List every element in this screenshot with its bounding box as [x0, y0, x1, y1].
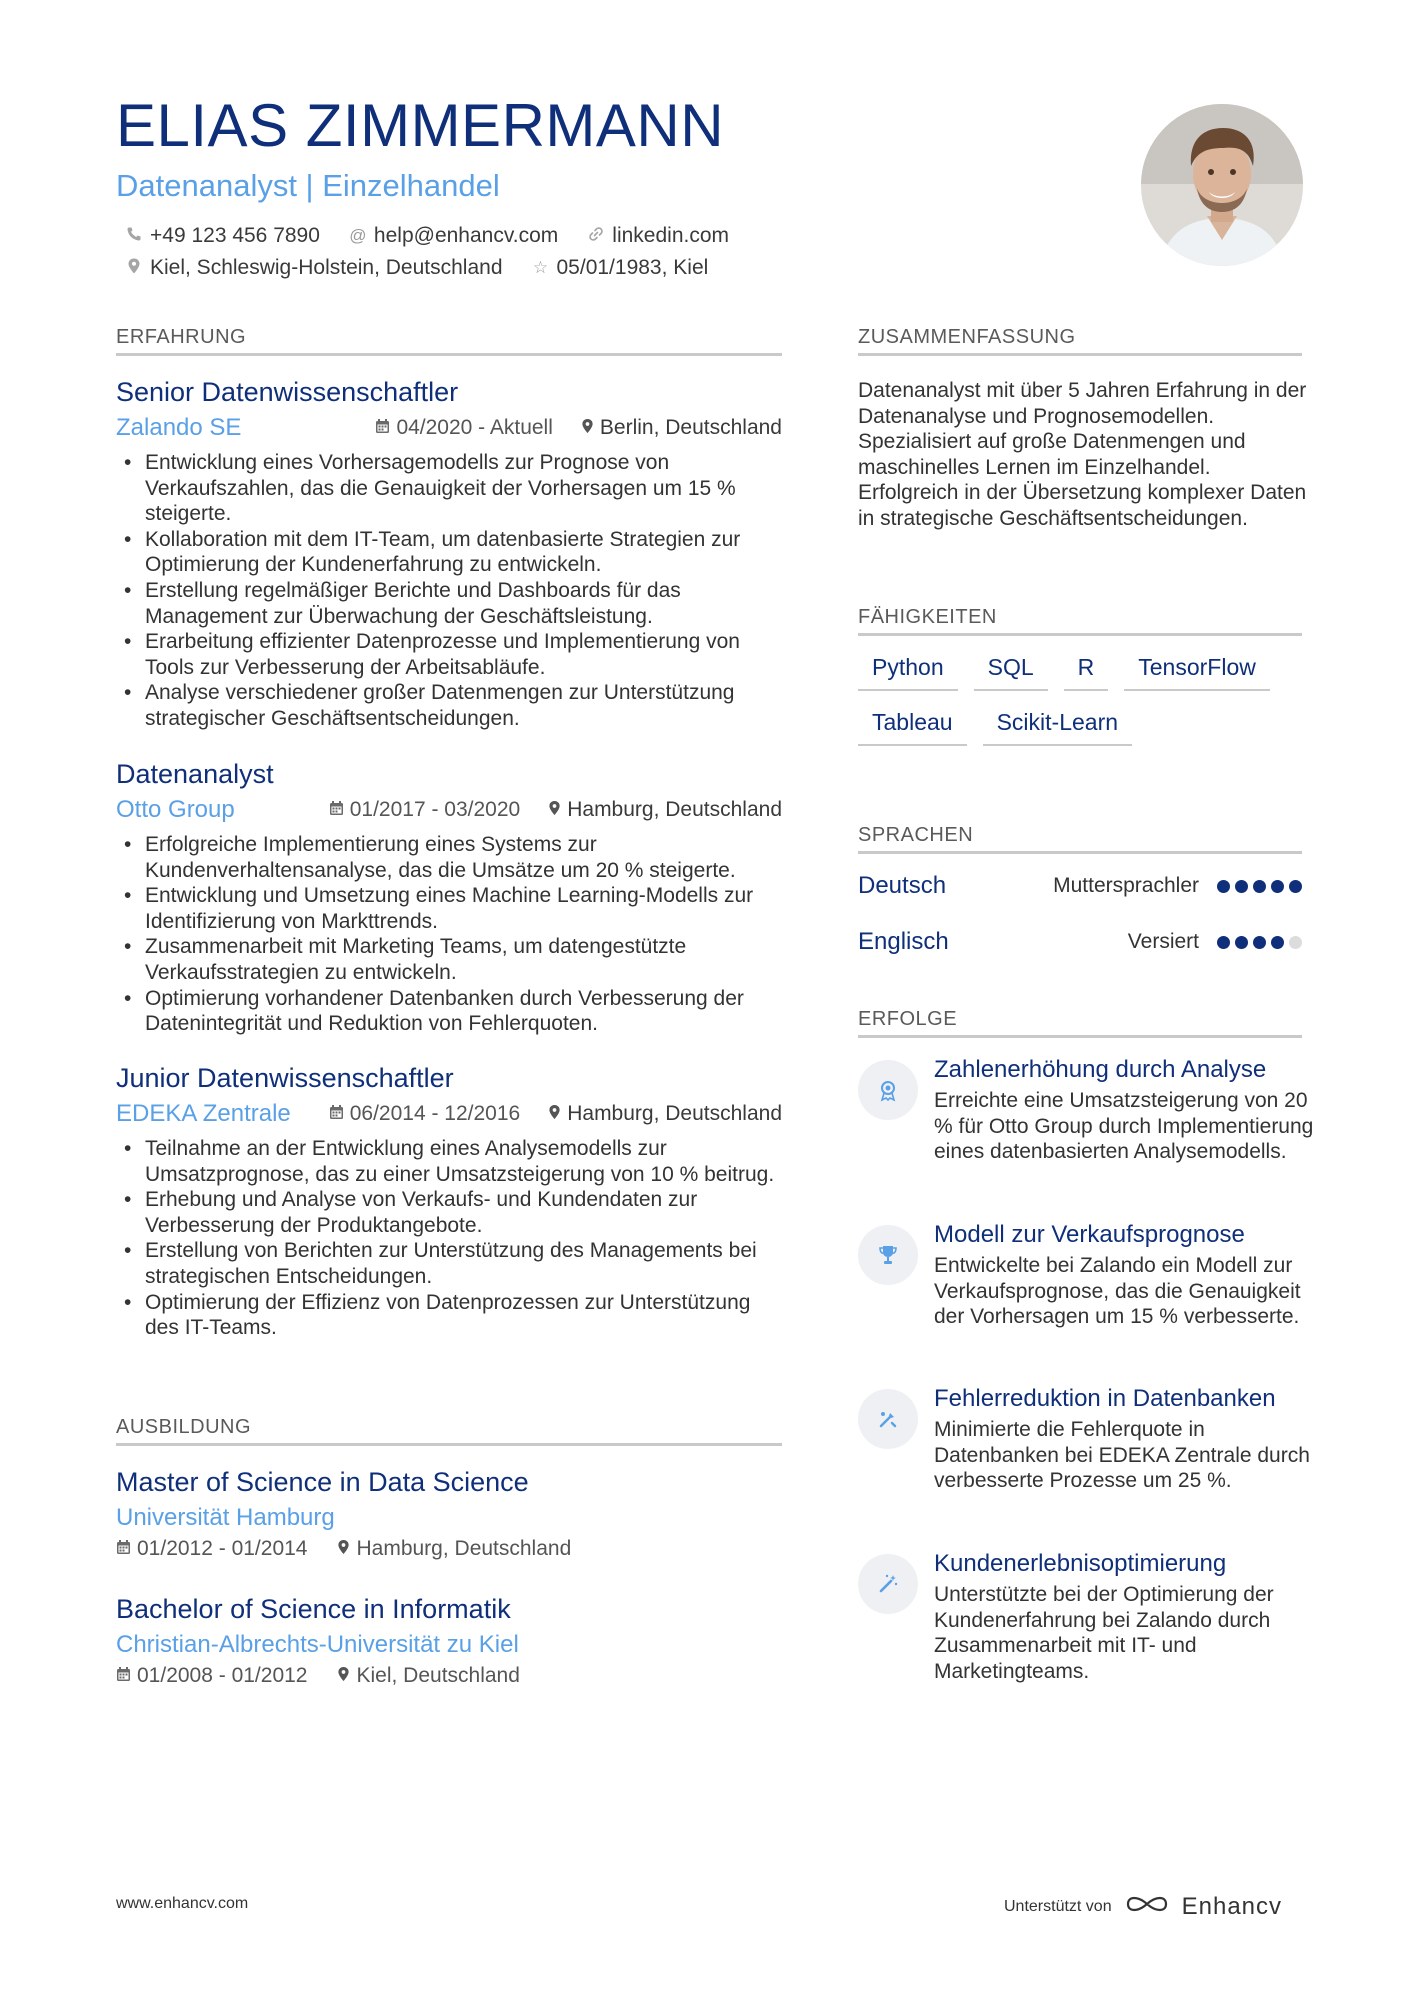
star-icon: ☆ [532, 258, 549, 277]
list-item: • Optimierung vorhandener Datenbanken durch Verbesserung der Datenintegrität und Reduktion von Fehlerquoten. [116, 986, 786, 1037]
edu-school: Christian-Albrechts-Universität zu Kiel [116, 1631, 519, 1658]
job-meta [116, 796, 782, 824]
job-title: Datenanalyst [116, 759, 274, 789]
medal-icon [858, 1060, 918, 1120]
job-dates-text: 04/2020 - Aktuell [396, 416, 553, 439]
edu-meta [116, 1664, 520, 1688]
achievement-text: Erreichte eine Umsatzsteigerung von 20 % für Otto Group durch Implementierung eines datenbasierten Analysemodells. [934, 1089, 1314, 1164]
location-text: Kiel, Schleswig-Holstein, Deutschland [150, 256, 503, 279]
rating-dot-filled [1217, 936, 1230, 949]
trophy-icon [858, 1225, 918, 1285]
enhancv-logo-icon [1124, 1892, 1170, 1921]
achievement-text: Minimierte die Fehlerquote in Datenbanken bei EDEKA Zentrale durch verbesserte Prozesse um 25 %. [934, 1418, 1310, 1493]
magic-wand-icon [858, 1554, 918, 1614]
job-location [548, 1102, 782, 1126]
edu-meta [116, 1537, 571, 1561]
calendar-icon [329, 800, 344, 821]
job-bullets [116, 1136, 786, 1341]
job-meta [116, 1100, 782, 1128]
calendar-icon [375, 418, 390, 439]
section-heading-languages: SPRACHEN [858, 824, 1302, 854]
rating-dot-filled [1235, 880, 1248, 893]
edu-location [337, 1664, 519, 1688]
list-item: • Entwicklung eines Vorhersagemodells zur Prognose von Verkaufszahlen, das die Genauigkeit der Vorhersagen um 15 % steigerte. [116, 450, 786, 527]
calendar-icon [329, 1104, 344, 1125]
list-item: • Kollaboration mit dem IT-Team, um datenbasierte Strategien zur Optimierung der Kundenerfahrung zu entwickeln. [116, 527, 786, 578]
skill-tag: Tableau [858, 705, 967, 746]
language-level: Versiert [1127, 930, 1199, 953]
achievement-text: Unterstützte bei der Optimierung der Kundenerfahrung bei Zalando durch Zusammenarbeit mit IT- und Marketingteams. [934, 1583, 1274, 1683]
skill-tag: R [1064, 650, 1109, 691]
phone-text[interactable]: +49 123 456 7890 [150, 224, 320, 247]
list-item: • Teilnahme an der Entwicklung eines Analysemodells zur Umsatzprognose, das zu einer Umsatzsteigerung von 10 % beitrug. [116, 1136, 786, 1187]
language-level: Muttersprachler [1053, 874, 1199, 897]
edu-dates-text: 01/2012 - 01/2014 [137, 1537, 308, 1560]
job-bullets [116, 832, 786, 1037]
edu-dates [116, 1664, 307, 1688]
list-item: • Optimierung der Effizienz von Datenprozessen zur Unterstützung des IT-Teams. [116, 1290, 786, 1341]
phone-item [124, 224, 320, 248]
skills-list [858, 650, 1308, 746]
job-bullets [116, 450, 786, 732]
linkedin-text[interactable]: linkedin.com [612, 224, 730, 247]
linkedin-item [586, 224, 729, 248]
language-rating [1217, 880, 1302, 893]
birth-item [531, 256, 709, 280]
link-icon [586, 226, 606, 247]
job-title: Senior Datenwissenschaftler [116, 377, 459, 407]
map-pin-icon [548, 1104, 561, 1125]
skill-tag: Scikit-Learn [983, 705, 1132, 746]
language-row [858, 928, 1302, 956]
rating-dot-empty [1289, 936, 1302, 949]
achievement-title: Fehlerreduktion in Datenbanken [934, 1385, 1276, 1412]
map-pin-icon [337, 1664, 350, 1688]
calendar-icon [116, 1537, 131, 1561]
map-pin-icon [337, 1537, 350, 1561]
language-rating [1217, 936, 1302, 949]
rating-dot-filled [1253, 936, 1266, 949]
edu-school: Universität Hamburg [116, 1504, 335, 1531]
map-pin-icon [581, 418, 594, 439]
list-item: • Entwicklung und Umsetzung eines Machine Learning-Modells zur Identifizierung von Markttrends. [116, 883, 786, 934]
contact-row-2 [124, 256, 708, 280]
email-text[interactable]: help@enhancv.com [373, 224, 559, 247]
achievement-title: Modell zur Verkaufsprognose [934, 1221, 1245, 1248]
rating-dot-filled [1271, 936, 1284, 949]
tools-icon [858, 1389, 918, 1449]
rating-dot-filled [1217, 880, 1230, 893]
candidate-name: ELIAS ZIMMERMANN [116, 92, 725, 159]
job-company: EDEKA Zentrale [116, 1100, 291, 1127]
job-dates [329, 1102, 520, 1126]
job-location-text: Berlin, Deutschland [599, 416, 782, 439]
job-location [548, 798, 782, 822]
edu-location-text: Hamburg, Deutschland [356, 1537, 572, 1560]
job-dates [329, 798, 520, 822]
language-name: Englisch [858, 928, 949, 955]
powered-by-text: Unterstützt von [1004, 1897, 1112, 1915]
section-heading-summary: ZUSAMMENFASSUNG [858, 326, 1302, 356]
list-item: • Erarbeitung effizienter Datenprozesse und Implementierung von Tools zur Verbesserung der Arbeitsabläufe. [116, 629, 786, 680]
section-heading-education: AUSBILDUNG [116, 1416, 782, 1446]
job-dates-text: 06/2014 - 12/2016 [349, 1102, 521, 1125]
rating-dot-filled [1253, 880, 1266, 893]
list-item: • Erstellung regelmäßiger Berichte und Dashboards für das Management zur Überwachung der Geschäftsleistung. [116, 578, 786, 629]
avatar [1141, 104, 1303, 266]
at-icon: @ [349, 226, 367, 245]
job-location [581, 416, 782, 440]
rating-dot-filled [1235, 936, 1248, 949]
job-meta [116, 414, 782, 442]
edu-location [337, 1537, 571, 1561]
edu-degree: Master of Science in Data Science [116, 1467, 529, 1497]
email-item [348, 224, 558, 248]
language-row [858, 872, 1302, 900]
job-location-text: Hamburg, Deutschland [567, 1102, 782, 1125]
section-heading-experience: ERFAHRUNG [116, 326, 782, 356]
footer-powered [1004, 1892, 1282, 1921]
edu-location-text: Kiel, Deutschland [356, 1664, 520, 1687]
edu-dates-text: 01/2008 - 01/2012 [137, 1664, 308, 1687]
achievement-title: Kundenerlebnisoptimierung [934, 1550, 1227, 1577]
calendar-icon [116, 1664, 131, 1688]
achievement-text: Entwickelte bei Zalando ein Modell zur Verkaufsprognose, das die Genauigkeit der Vorhersagen um 15 % verbesserte. [934, 1254, 1301, 1329]
skill-tag: TensorFlow [1124, 650, 1270, 691]
edu-degree: Bachelor of Science in Informatik [116, 1594, 511, 1624]
job-dates [375, 416, 552, 440]
map-pin-icon [124, 258, 144, 279]
location-item [124, 256, 503, 280]
job-company: Otto Group [116, 796, 235, 823]
footer-website[interactable]: www.enhancv.com [116, 1895, 249, 1912]
job-dates-text: 01/2017 - 03/2020 [349, 798, 521, 821]
rating-dot-filled [1271, 880, 1284, 893]
skill-tag: Python [858, 650, 958, 691]
list-item: • Erfolgreiche Implementierung eines Systems zur Kundenverhaltensanalyse, das die Umsätze um 20 % steigerte. [116, 832, 786, 883]
section-heading-skills: FÄHIGKEITEN [858, 606, 1302, 636]
list-item: • Analyse verschiedener großer Datenmengen zur Unterstützung strategischer Geschäftsentscheidungen. [116, 680, 786, 731]
job-company: Zalando SE [116, 414, 242, 441]
list-item: • Zusammenarbeit mit Marketing Teams, um datengestützte Verkaufsstrategien zu entwickeln. [116, 934, 786, 985]
list-item: • Erhebung und Analyse von Verkaufs- und Kundendaten zur Verbesserung der Produktangebote. [116, 1187, 786, 1238]
map-pin-icon [548, 800, 561, 821]
summary-text: Datenanalyst mit über 5 Jahren Erfahrung in der Datenanalyse und Prognosemodellen. Spezialisiert auf große Datenmengen und maschinelles Lernen im Einzelhandel. Erfolgreich in der Übersetzung komplexer Daten in strategische Geschäftsentscheidungen. [858, 379, 1307, 530]
rating-dot-filled [1289, 880, 1302, 893]
achievement-title: Zahlenerhöhung durch Analyse [934, 1056, 1267, 1083]
birth-text: 05/01/1983, Kiel [556, 256, 709, 279]
section-heading-achievements: ERFOLGE [858, 1008, 1302, 1038]
language-name: Deutsch [858, 872, 947, 899]
contact-row-1 [124, 224, 729, 248]
job-title: Junior Datenwissenschaftler [116, 1063, 454, 1093]
edu-dates [116, 1537, 307, 1561]
job-location-text: Hamburg, Deutschland [567, 798, 782, 821]
brand-name: Enhancv [1181, 1892, 1283, 1920]
candidate-role: Datenanalyst | Einzelhandel [116, 168, 500, 203]
list-item: • Erstellung von Berichten zur Unterstützung des Managements bei strategischen Entscheidungen. [116, 1238, 786, 1289]
phone-icon [124, 226, 144, 247]
skill-tag: SQL [974, 650, 1048, 691]
